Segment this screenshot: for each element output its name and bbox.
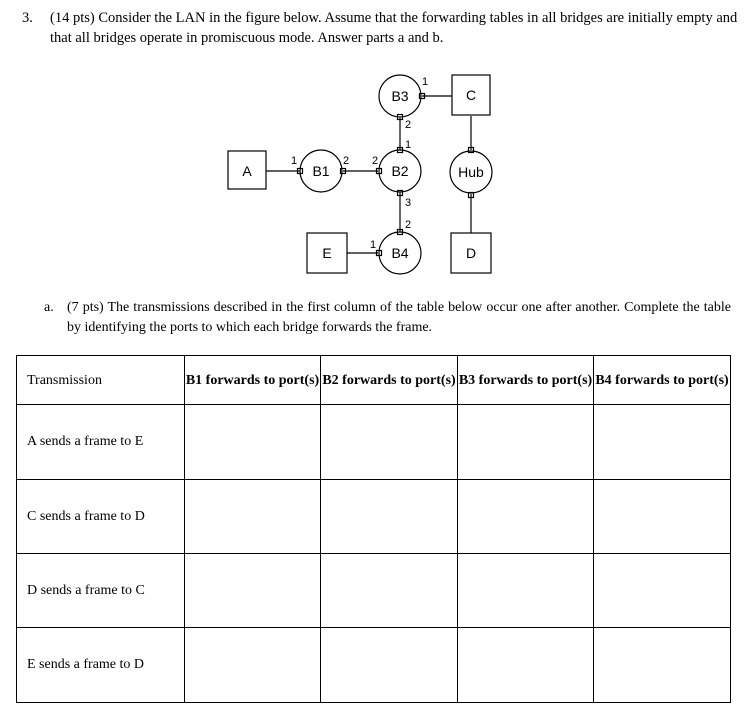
host-a-label: A <box>242 163 252 179</box>
header-b3: B3 forwards to port(s) <box>458 356 594 405</box>
header-transmission: Transmission <box>17 356 185 405</box>
transmission-cell: A sends a frame to E <box>17 405 185 480</box>
answer-cell-b2[interactable] <box>321 554 458 628</box>
answer-cell-b1[interactable] <box>185 480 321 554</box>
host-d-label: D <box>465 245 477 261</box>
transmission-cell: D sends a frame to C <box>17 554 185 628</box>
transmission-cell: E sends a frame to D <box>17 628 185 703</box>
question-text: (14 pts) Consider the LAN in the figure below. Assume that the forwarding tables in all bridges are initially empty and that all bridges operate in promiscuous mode. Answer parts a and b. <box>50 10 738 46</box>
answer-cell-b4[interactable] <box>594 554 731 628</box>
port-label-b4-1: 1 <box>369 239 377 251</box>
answer-cell-b1[interactable] <box>185 554 321 628</box>
answer-cell-b2[interactable] <box>321 480 458 554</box>
transmission-cell: C sends a frame to D <box>17 480 185 554</box>
answer-cell-b4[interactable] <box>594 628 731 703</box>
answer-cell-b2[interactable] <box>321 628 458 703</box>
bridge-b2-label: B2 <box>391 163 409 179</box>
question-number: 3. <box>22 10 33 26</box>
host-c-label: C <box>465 87 477 103</box>
lan-diagram <box>0 0 752 300</box>
answer-cell-b3[interactable] <box>458 554 594 628</box>
header-b2: B2 forwards to port(s) <box>321 356 458 405</box>
port-label-b1-1: 1 <box>290 155 298 167</box>
port-label-b2-3: 3 <box>404 197 412 209</box>
answer-cell-b3[interactable] <box>458 628 594 703</box>
answer-cell-b1[interactable] <box>185 405 321 480</box>
part-a-label: a. <box>44 300 54 315</box>
port-label-b3-1: 1 <box>421 76 429 88</box>
answer-cell-b4[interactable] <box>594 480 731 554</box>
answer-cell-b1[interactable] <box>185 628 321 703</box>
forwarding-table <box>16 355 731 703</box>
table-header-row <box>17 356 731 405</box>
port-label-b1-2: 2 <box>342 155 350 167</box>
answer-cell-b3[interactable] <box>458 405 594 480</box>
port-label-b4-2: 2 <box>404 219 412 231</box>
table-row <box>17 480 731 554</box>
header-b1: B1 forwards to port(s) <box>185 356 321 405</box>
part-a-text: (7 pts) The transmissions described in the first column of the table below occur one after another. Complete the table by identifying the ports to which each bridge forwards the frame. <box>67 300 731 335</box>
port-label-b2-1: 1 <box>404 139 412 151</box>
port-label-b3-2: 2 <box>404 119 412 131</box>
answer-cell-b4[interactable] <box>594 405 731 480</box>
answer-cell-b2[interactable] <box>321 405 458 480</box>
host-e-label: E <box>322 245 332 261</box>
table-row <box>17 405 731 480</box>
bridge-b3-label: B3 <box>391 88 409 104</box>
header-b4: B4 forwards to port(s) <box>594 356 731 405</box>
bridge-b4-label: B4 <box>391 245 409 261</box>
table-row <box>17 628 731 703</box>
bridge-b1-label: B1 <box>312 163 330 179</box>
answer-cell-b3[interactable] <box>458 480 594 554</box>
port-label-b2-2: 2 <box>371 155 379 167</box>
hub-label: Hub <box>458 164 484 180</box>
table-row <box>17 554 731 628</box>
